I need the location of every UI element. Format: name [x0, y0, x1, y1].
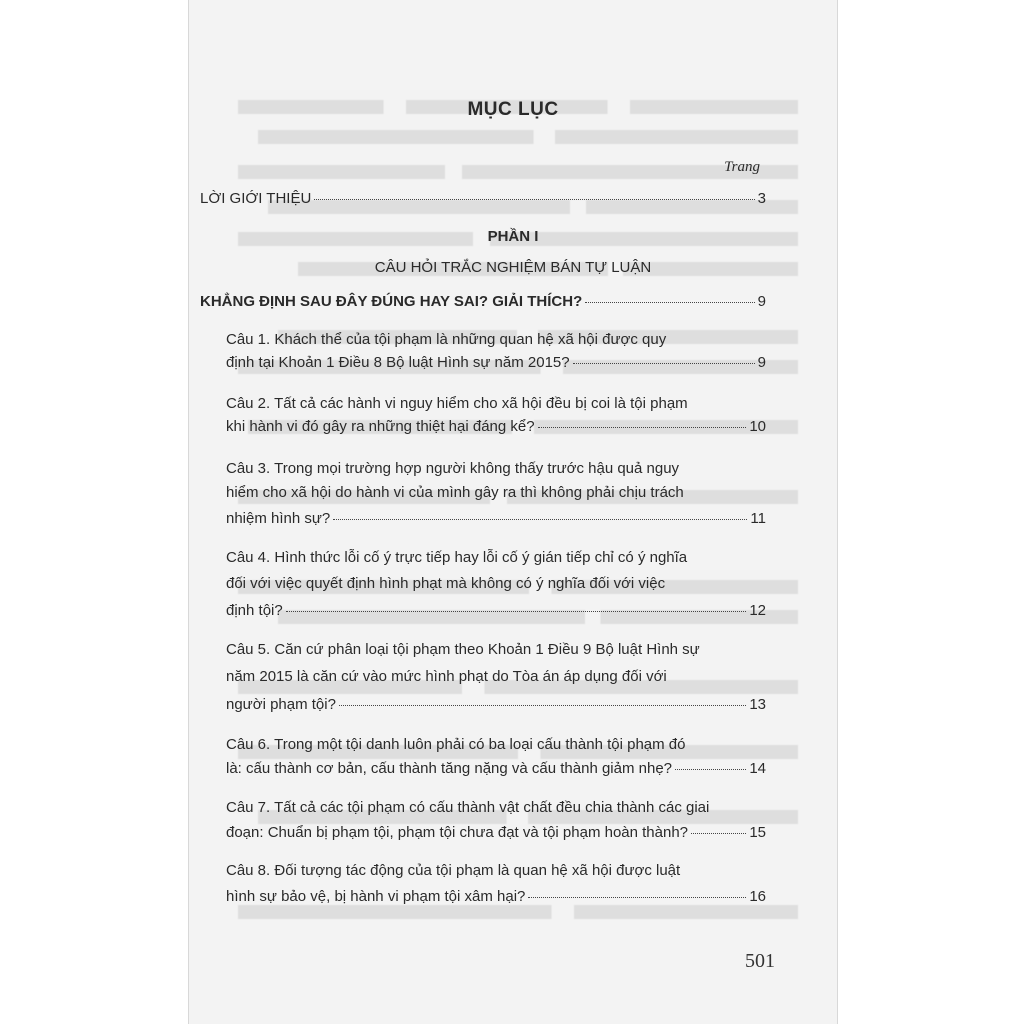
toc-entry-line: Câu 4. Hình thức lỗi cố ý trực tiếp hay lỗi cố ý gián tiếp chỉ có ý nghĩa — [226, 549, 688, 566]
dot-leader — [538, 414, 747, 428]
toc-entry-3[interactable] — [226, 509, 766, 529]
dot-leader — [528, 884, 746, 898]
dot-leader — [333, 506, 747, 520]
toc-entry-text: nhiệm hình sự? — [226, 510, 331, 527]
toc-entry-4[interactable] — [226, 601, 766, 621]
dot-leader — [691, 820, 746, 834]
part-label: PHẦN I — [487, 228, 539, 245]
background-left — [0, 0, 188, 1024]
page-number: 501 — [745, 950, 775, 972]
toc-entry-text: định tại Khoản 1 Điều 8 Bộ luật Hình sự năm 2015? — [226, 354, 570, 371]
toc-entry-5[interactable] — [226, 695, 766, 715]
toc-entry-line: đối với việc quyết định hình phạt mà không có ý nghĩa đối với việc — [226, 575, 666, 592]
toc-entry-page: 14 — [749, 760, 766, 777]
part-heading: CÂU HỎI TRẮC NGHIỆM BÁN TỰ LUẬN — [374, 259, 652, 276]
toc-entry-line: Câu 6. Trong một tội danh luôn phải có ba loại cấu thành tội phạm đó — [226, 736, 686, 753]
toc-entry-page: 15 — [749, 824, 766, 841]
toc-entry-line: Câu 8. Đối tượng tác động của tội phạm là quan hệ xã hội được luật — [226, 862, 681, 879]
toc-entry-page: 9 — [757, 354, 766, 371]
toc-entry-text: người phạm tội? — [226, 696, 336, 713]
toc-entry-page: 9 — [757, 293, 766, 310]
toc-entry-2[interactable] — [226, 417, 766, 437]
toc-entry-page: 10 — [749, 418, 766, 435]
toc-entry-line: Câu 2. Tất cả các hành vi nguy hiểm cho xã hội đều bị coi là tội phạm — [226, 395, 688, 412]
toc-entry-text: KHẲNG ĐỊNH SAU ĐÂY ĐÚNG HAY SAI? GIẢI THÍCH? — [200, 293, 583, 310]
toc-entry-intro[interactable] — [200, 189, 766, 209]
dot-leader — [585, 289, 754, 303]
toc-entry-6[interactable] — [226, 759, 766, 779]
toc-entry-line: Câu 5. Căn cứ phân loại tội phạm theo Khoản 1 Điều 9 Bộ luật Hình sự — [226, 641, 700, 658]
toc-entry-line: năm 2015 là căn cứ vào mức hình phạt do Tòa án áp dụng đối với — [226, 668, 667, 685]
toc-entry-page: 3 — [757, 190, 766, 207]
toc-entry-text: LỜI GIỚI THIỆU — [200, 190, 312, 207]
toc-entry-page: 13 — [749, 696, 766, 713]
toc-entry-page: 11 — [750, 510, 766, 527]
dot-leader — [573, 350, 755, 364]
toc-title: MỤC LỤC — [467, 99, 559, 120]
toc-entry-page: 16 — [749, 888, 766, 905]
toc-entry-1[interactable] — [226, 353, 766, 373]
dot-leader — [286, 598, 747, 612]
book-page — [188, 0, 838, 1024]
toc-entry-page: 12 — [749, 602, 766, 619]
dot-leader — [314, 186, 754, 200]
toc-entry-text: hình sự bảo vệ, bị hành vi phạm tội xâm hại? — [226, 888, 526, 905]
toc-entry-line: Câu 3. Trong mọi trường hợp người không thấy trước hậu quả nguy — [226, 460, 680, 477]
dot-leader — [339, 692, 746, 706]
toc-entry-text: là: cấu thành cơ bản, cấu thành tăng nặng và cấu thành giảm nhẹ? — [226, 760, 673, 777]
toc-entry-text: đoạn: Chuẩn bị phạm tội, phạm tội chưa đạt và tội phạm hoàn thành? — [226, 824, 689, 841]
toc-entry-subheading[interactable] — [200, 292, 766, 312]
toc-entry-line: Câu 1. Khách thể của tội phạm là những quan hệ xã hội được quy — [226, 331, 667, 348]
dot-leader — [675, 756, 746, 770]
toc-entry-7[interactable] — [226, 823, 766, 843]
page-column-label: Trang — [724, 159, 760, 175]
toc-entry-line: Câu 7. Tất cả các tội phạm có cấu thành vật chất đều chia thành các giai — [226, 799, 710, 816]
toc-entry-text: định tội? — [226, 602, 283, 619]
toc-entry-line: hiểm cho xã hội do hành vi của mình gây ra thì không phải chịu trách — [226, 484, 684, 501]
toc-entry-text: khi hành vi đó gây ra những thiệt hại đáng kể? — [226, 418, 535, 435]
toc-entry-8[interactable] — [226, 887, 766, 907]
